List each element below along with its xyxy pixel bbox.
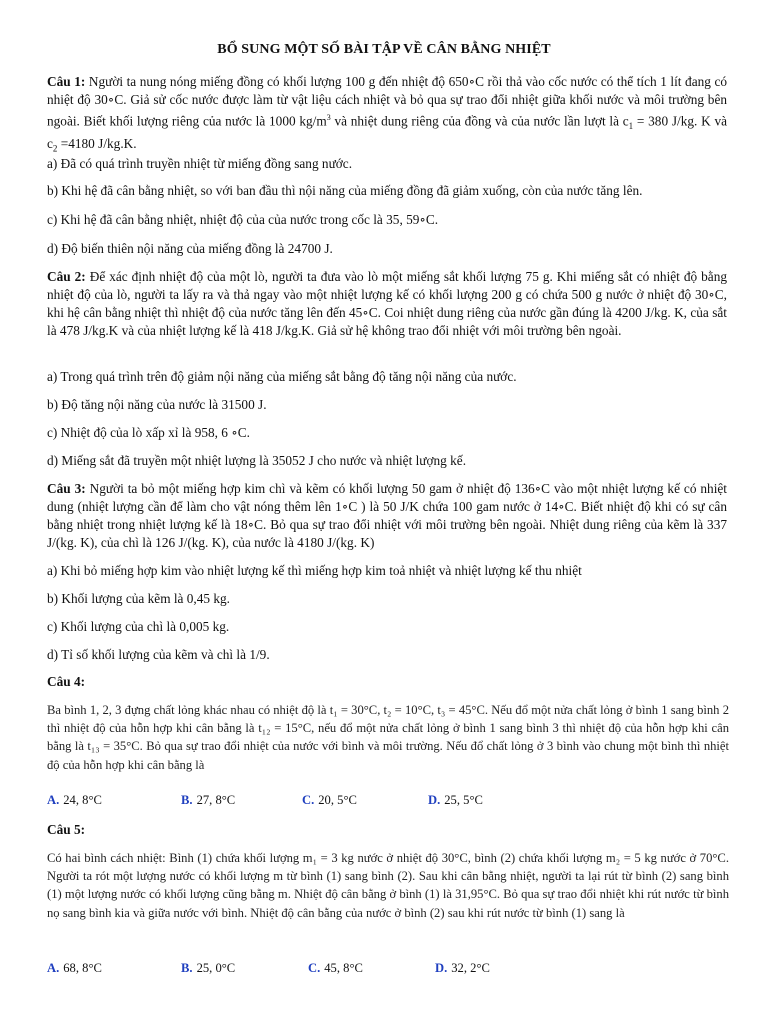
question-5-option-d[interactable]: D. 32, 2°C [435,961,490,975]
question-5-stem: Có hai bình cách nhiệt: Bình (1) chứa khối lượng m₁ = 3 kg nước ở nhiệt độ 30°C, bình (2) chứa khối lượng m₂ = 5 kg nước ở 70°C. Người ta rót một lượng nước có khối lượng m từ bình (1) sang bình (2). Sau khi cân bằng nhiệt, người ta lại rút từ bình (2) sang bình (1) một lượng nước có khối lượng cũng bằng m. Nhiệt độ cân bằng ở bình (1) là 31,95°C. Bỏ qua sự trao đổi nhiệt khi rút nước từ bình nọ sang bình kia và giữa nước với bình. Nhiệt độ cân bằng của nước ở bình (2) sau khi rút nước từ bình (1) sang là [47,851,729,920]
question-4-option-a[interactable]: A. 24, 8°C [47,793,102,807]
question-2-item-a: a) Trong quá trình trên độ giảm nội năng của miếng sắt bằng độ tăng nội năng của nước. [47,369,517,384]
question-5-option-a[interactable]: A. 68, 8°C [47,961,102,975]
question-1-item-d: d) Độ biến thiên nội năng của miếng đồng là 24700 J. [47,241,333,256]
question-1-item-c: c) Khi hệ đã cân bằng nhiệt, nhiệt độ của của nước trong cốc là 35, 59∘C. [47,212,439,227]
question-2-stem: Câu 2: Để xác định nhiệt độ của một lò, người ta đưa vào lò một miếng sắt khối lượng 75 g. Khi miếng sắt có nhiệt độ bằng nhiệt độ của lò, người ta lấy ra và thả ngay vào một nhiệt lượng kế có khối lượng 200 g có chứa 500 g nước ở nhiệt độ 30∘C, khi hệ cân bằng nhiệt thì nhiệt độ của nước tăng lên đến 45∘C. Coi nhiệt dung riêng của nước gần đúng là 4200 J/kg. K, của sắt là 478 J/kg.K và của nhiệt lượng kế là 418 J/kg.K. Giả sử hệ không trao đổi nhiệt với môi trường bên ngoài. [47,269,727,338]
question-2-label: Câu 2: [47,269,86,284]
question-3-stem: Câu 3: Người ta bỏ một miếng hợp kim chì và kẽm có khối lượng 50 gam ở nhiệt độ 136∘C vào một nhiệt lượng kế có nhiệt dung (nhiệt lượng cần để làm cho vật nóng thêm lên 1∘C ) là 50 J/K chứa 100 gam nước ở 14∘C. Biết nhiệt độ khi có sự cân bằng nhiệt trong nhiệt lượng kế là 18∘C. Bỏ qua sự trao đổi nhiệt với môi trường bên ngoài. Nhiệt dung riêng của kẽm là 337 J/(kg. K), của chì là 126 J/(kg. K), của nước là 4180 J/(kg. K) [47,481,727,550]
question-3-item-d: d) Tỉ số khối lượng của kẽm và chì là 1/9. [47,647,270,662]
question-2-item-b: b) Độ tăng nội năng của nước là 31500 J. [47,397,267,412]
question-3-item-c: c) Khối lượng của chì là 0,005 kg. [47,619,230,634]
question-4-label: Câu 4: [47,674,86,689]
question-3-item-a: a) Khi bỏ miếng hợp kim vào nhiệt lượng kế thì miếng hợp kim toả nhiệt và nhiệt lượng kế thu nhiệt [47,563,582,578]
question-3-label: Câu 3: [47,481,86,496]
question-1-stem: Câu 1: Người ta nung nóng miếng đồng có khối lượng 100 g đến nhiệt độ 650∘C rồi thả vào cốc nước có thể tích 1 lít đang có nhiệt độ 30∘C. Giả sử cốc nước được làm từ vật liệu cách nhiệt và bỏ qua sự trao đổi nhiệt giữa khối nước và môi trường bên ngoài. Biết khối lượng riêng của nước là 1000 $kg/m^3$ và nhiệt dung riêng của đồng và của nước lần lượt là $c_1 = 380$ J/kg. K và $c_2 =4180$ J/kg.K. [47,74,728,154]
question-2-item-c: c) Nhiệt độ của lò xấp xỉ là 958, 6 ∘C. [47,425,250,440]
question-5-option-c[interactable]: C. 45, 8°C [308,961,363,975]
document-title: BỔ SUNG MỘT SỐ BÀI TẬP VỀ CÂN BẰNG NHIỆT [217,42,551,57]
question-2-item-d: d) Miếng sắt đã truyền một nhiệt lượng là 35052 J cho nước và nhiệt lượng kế. [47,453,467,468]
question-3-item-b: b) Khối lượng của kẽm là 0,45 kg. [47,591,231,606]
question-1-item-a: a) Đã có quá trình truyền nhiệt từ miếng đồng sang nước. [47,156,353,171]
question-5-option-b[interactable]: B. 25, 0°C [181,961,236,975]
question-4-option-d[interactable]: D. 25, 5°C [428,793,483,807]
question-4-option-c[interactable]: C. 20, 5°C [302,793,357,807]
question-4-stem: Ba bình 1, 2, 3 đựng chất lỏng khác nhau có nhiệt độ là t₁ = 30°C, t₂ = 10°C, t₃ = 45°C. Nếu đổ một nửa chất lỏng ở bình 1 sang bình 2 thì nhiệt độ của hỗn hợp khi cân bằng là t₁₂ = 15°C, nếu đổ một nửa chất lỏng ở bình 1 sang bình 3 thì nhiệt độ của hỗn hợp khi cân bằng là t₁₃ = 35°C. Bỏ qua sự trao đổi nhiệt của nước với bình và môi trường. Nếu đổ chất lỏng ở 3 bình vào chung một bình thì nhiệt độ của hỗn hợp khi cân bằng là [47,703,729,772]
question-1-item-b: b) Khi hệ đã cân bằng nhiệt, so với ban đầu thì nội năng của miếng đồng đã giảm xuống, còn của nước tăng lên. [47,183,643,198]
question-4-option-b[interactable]: B. 27, 8°C [181,793,236,807]
question-1-label: Câu 1: [47,74,86,89]
question-5-label: Câu 5: [47,822,86,837]
